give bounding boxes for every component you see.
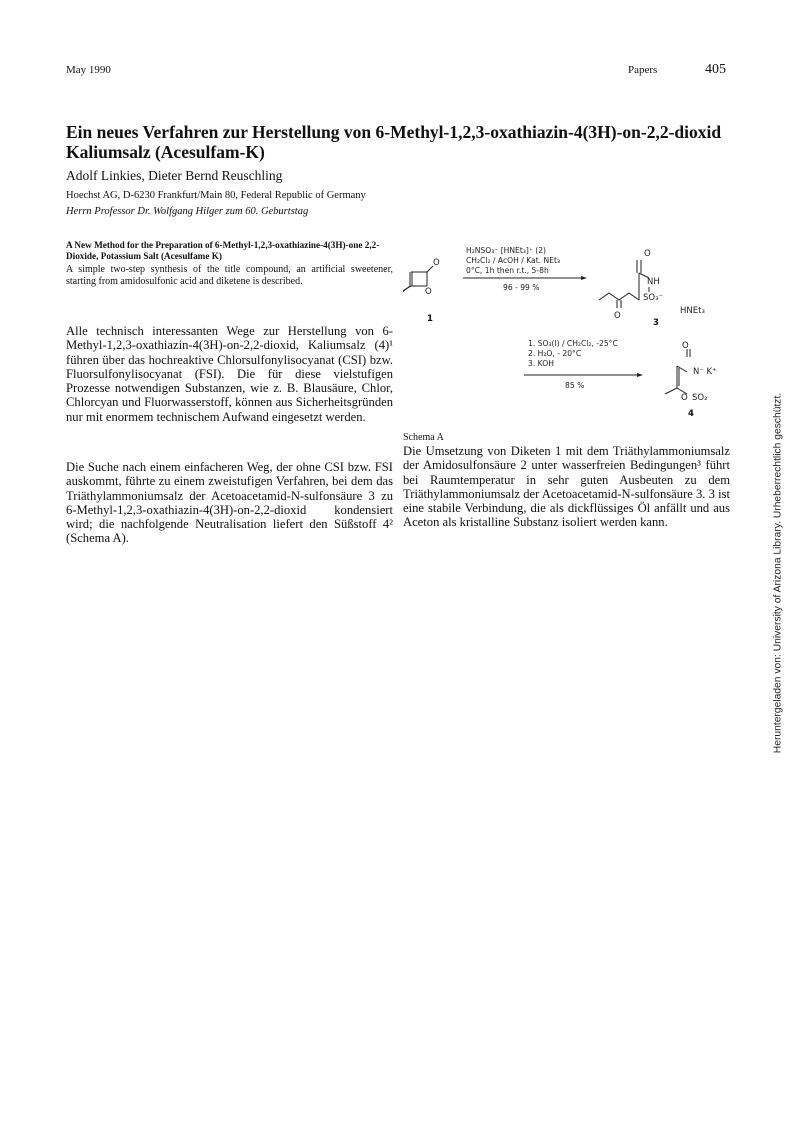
scheme-caption: Schema A <box>403 432 444 443</box>
download-watermark: Heruntergeladen von: University of Arizona Library. Urheberrechtlich geschützt. <box>772 392 784 754</box>
english-title: A New Method for the Preparation of 6-Methyl-1,2,3-oxathiazine-4(3H)-one 2,2-Dioxide, Potassium Salt (Acesulfame K) <box>66 240 380 261</box>
atom-o: O <box>614 311 621 321</box>
page-date: May 1990 <box>66 64 111 76</box>
atom-n-potassium: N⁻ K⁺ <box>693 367 717 377</box>
compound-number-4: 4 <box>688 409 694 419</box>
authors: Adolf Linkies, Dieter Bernd Reuschling <box>66 168 283 183</box>
abstract: A simple two-step synthesis of the title compound, an artificial sweetener, starting from amidosulfonic acid and diketene is described. <box>66 264 393 287</box>
compound-3-structure <box>599 260 649 308</box>
step1-yield: 96 - 99 % <box>503 283 540 292</box>
step2-condition: 2. H₂O, - 20°C <box>528 349 582 358</box>
reaction-scheme <box>403 236 733 421</box>
acesulfame-k-structure <box>665 349 690 394</box>
step2-yield: 85 % <box>565 381 585 390</box>
affiliation: Hoechst AG, D-6230 Frankfurt/Main 80, Federal Republic of Germany <box>66 190 366 201</box>
sulfonyl-group: SO₂ <box>692 393 708 403</box>
compound-number-3: 3 <box>653 318 659 328</box>
step2-condition: 3. KOH <box>528 359 554 368</box>
arrow-head <box>581 276 587 280</box>
dedication: Herrn Professor Dr. Wolfgang Hilger zum 60. Geburtstag <box>66 206 309 217</box>
step1-condition: 0°C, 1h then r.t., 5-8h <box>466 266 549 275</box>
triethylammonium: HNEt₃ <box>680 306 705 316</box>
step2-condition: 1. SO₃(l) / CH₂Cl₂, -25°C <box>528 339 618 348</box>
atom-o: O <box>681 393 688 403</box>
atom-o: O <box>682 341 689 351</box>
atom-o: O <box>644 249 651 259</box>
section-name: Papers <box>628 64 658 76</box>
step1-condition: H₂NSO₃⁻ [HNEt₃]⁺ (2) <box>466 246 547 255</box>
atom-o: O <box>425 287 432 297</box>
page-number: 405 <box>705 62 726 77</box>
body-paragraph-3: Die Umsetzung von Diketen 1 mit dem Triäthylammoniumsalz der Amidosulfonsäure 2 unter wasserfreien Bedingungen³ führt bei Raumtemperatur in sehr guten Ausbeuten zu dem Triäthylammoniumsalz der Acetoacetamid-N-sulfonsäure 3. 3 ist eine stabile Verbindung, die als dickflüssiges Öl anfällt und aus Aceton als kristalline Substanz isoliert werden kann. <box>403 444 730 530</box>
arrow-head <box>637 373 643 377</box>
article-title: Ein neues Verfahren zur Herstellung von 6-Methyl-1,2,3-oxathiazin-4(3H)-on-2,2-dioxid Kaliumsalz (Acesulfam-K) <box>66 122 722 162</box>
atom-nh: NH <box>647 277 660 287</box>
body-paragraph-2: Die Suche nach einem einfacheren Weg, der ohne CSI bzw. FSI auskommt, führte zu einem zweistufigen Verfahren, bei dem das Triäthylammoniumsalz der Acetoacetamid-N-sulfonsäure 3 zu 6-Methyl-1,2,3-oxathiazin-4(3H)-on-2,2-dioxid kondensiert wird; die nachfolgende Neutralisation liefert den Süßstoff 4² (Schema A). <box>66 460 393 546</box>
atom-o: O <box>433 258 440 268</box>
compound-number-1: 1 <box>427 314 433 324</box>
sulfonate-group: SO₃⁻ <box>643 293 663 303</box>
step1-condition: CH₂Cl₂ / AcOH / Kat. NEt₃ <box>466 256 561 265</box>
body-paragraph-1: Alle technisch interessanten Wege zur Herstellung von 6-Methyl-1,2,3-oxathiazin-4(3H)-on-2,2-dioxid, Kaliumsalz (4)¹ führen über das hochreaktive Chlorsulfonylisocyanat (CSI) bzw. Fluorsulfonylisocyanat (FSI). Die für diese vielstufigen Prozesse notwendigen Substanzen, wie z. B. Blausäure, Chlor, Chlorcyan und Fluorwasserstoff, können aus Sicherheitsgründen nur mit enormem technischem Aufwand eingesetzt werden. <box>66 324 393 424</box>
